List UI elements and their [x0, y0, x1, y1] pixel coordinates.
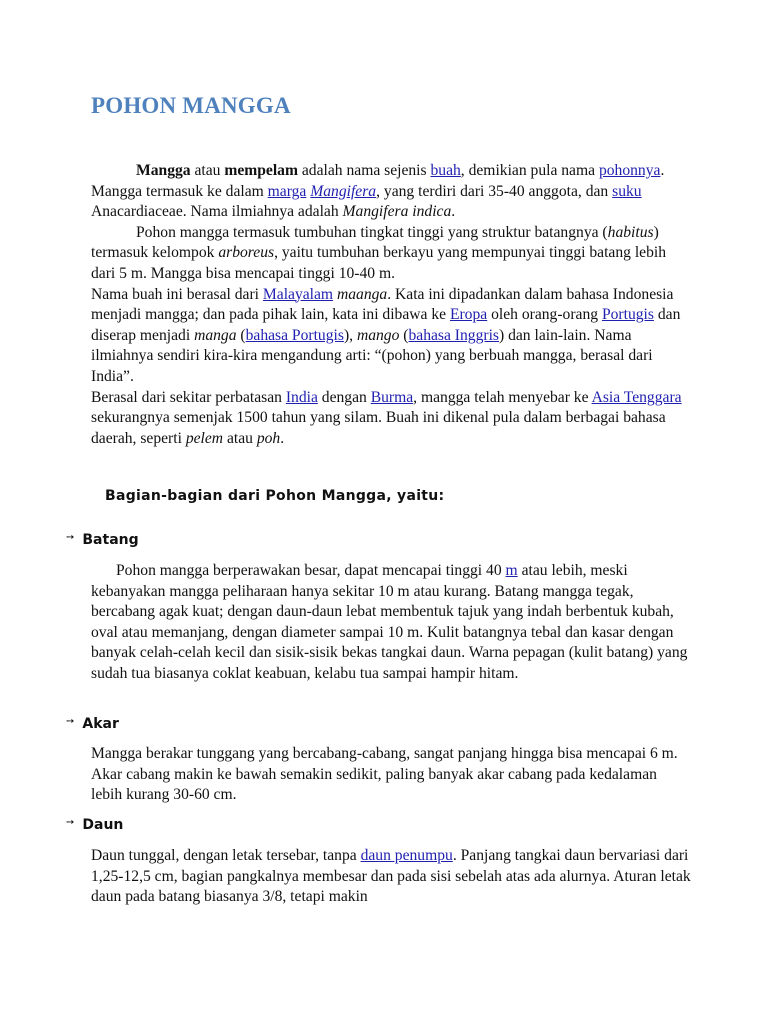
- intro-section: [91, 161, 691, 449]
- term-mangga: Mangga: [136, 162, 191, 179]
- arrow-icon: ➙: [66, 531, 75, 543]
- section-body-daun: Daun tunggal, dengan letak tersebar, tanpa daun penumpu. Panjang tangkai daun bervariasi dari 1,25-12,5 cm, bagian pangkalnya membesar dan pada sisi sebelah atas ada alurnya. Aturan letak daun pada batang biasanya 3/8, tetapi makin: [91, 847, 691, 906]
- intro-paragraph-1: Mangga atau mempelam adalah nama sejenis buah, demikian pula nama pohonnya. Mangga termasuk ke dalam marga Mangifera, yang terdiri dari 35-40 anggota, dan suku Anacardiaceae. Nama ilmiahnya adalah Mangifera indica.: [91, 162, 665, 221]
- intro-paragraph-4: Berasal dari sekitar perbatasan India dengan Burma, mangga telah menyebar ke Asia Tenggara sekurangnya semenjak 1500 tahun yang silam. Buah ini dikenal pula dalam berbagai bahasa daerah, seperti pelem atau poh.: [91, 388, 682, 447]
- link-bahasa-portugis[interactable]: bahasa Portugis: [245, 326, 344, 344]
- link-bahasa-inggris[interactable]: bahasa Inggris: [408, 326, 499, 344]
- section-heading-batang: ➙ Batang: [66, 531, 139, 548]
- link-pohonnya[interactable]: pohonnya: [598, 162, 661, 179]
- link-marga[interactable]: marga: [267, 182, 307, 200]
- section-body-akar: Mangga berakar tunggang yang bercabang-cabang, sangat panjang hingga bisa mencapai 6 m. Akar cabang makin ke bawah semakin sedikit, paling banyak akar cabang pada kedalaman lebih kurang 30-60 cm.: [91, 745, 678, 804]
- parts-subheading: Bagian-bagian dari Pohon Mangga, yaitu:: [105, 488, 445, 504]
- link-asia-tenggara[interactable]: Asia Tenggara: [591, 388, 682, 406]
- link-buah[interactable]: buah: [430, 162, 461, 179]
- section-heading-akar: ➙ Akar: [66, 715, 119, 732]
- link-suku[interactable]: suku: [612, 182, 642, 200]
- link-india[interactable]: India: [285, 388, 318, 406]
- arrow-icon: ➙: [66, 715, 75, 727]
- link-burma[interactable]: Burma: [370, 388, 414, 406]
- section-heading-daun: ➙ Daun: [66, 816, 124, 833]
- arrow-icon: ➙: [66, 816, 75, 828]
- intro-paragraph-3: Nama buah ini berasal dari Malayalam maanga. Kata ini dipadankan dalam bahasa Indonesia menjadi mangga; dan pada pihak lain, kata ini dibawa ke Eropa oleh orang-orang Portugis dan diserap menjadi manga (bahasa Portugis), mango (bahasa Inggris) dan lain-lain. Nama ilmiahnya sendiri kira-kira mengandung arti: “(pohon) yang berbuah mangga, berasal dari India”.: [91, 285, 681, 385]
- page-title: POHON MANGGA: [91, 93, 291, 118]
- intro-paragraph-2: Pohon mangga termasuk tumbuhan tingkat tinggi yang struktur batangnya (habitus) termasuk kelompok arboreus, yaitu tumbuhan berkayu yang mempunyai tinggi batang lebih dari 5 m. Mangga bisa mencapai tinggi 10-40 m.: [91, 223, 667, 282]
- link-mangifera[interactable]: Mangifera: [310, 182, 377, 200]
- link-m[interactable]: m: [505, 562, 518, 579]
- link-portugis[interactable]: Portugis: [601, 306, 654, 324]
- link-malayalam[interactable]: Malayalam: [262, 285, 334, 303]
- term-mempelam: mempelam: [224, 162, 298, 179]
- link-daun-penumpu[interactable]: daun penumpu: [360, 847, 453, 864]
- section-body-batang: Pohon mangga berperawakan besar, dapat mencapai tinggi 40 m atau lebih, meski kebanyakan mangga peliharaan hanya sekitar 10 m atau kurang. Batang mangga tegak, bercabang agak kuat; dengan daun-daun lebat membentuk tajuk yang indah berbentuk kubah, oval atau memanjang, dengan diameter sampai 10 m. Kulit batangnya tebal dan kasar dengan banyak celah-celah kecil dan sisik-sisik bekas tangkai daun. Warna pepagan (kulit batang) yang sudah tua biasanya coklat keabuan, kelabu tua sampai hampir hitam.: [91, 562, 688, 682]
- link-eropa[interactable]: Eropa: [449, 306, 488, 324]
